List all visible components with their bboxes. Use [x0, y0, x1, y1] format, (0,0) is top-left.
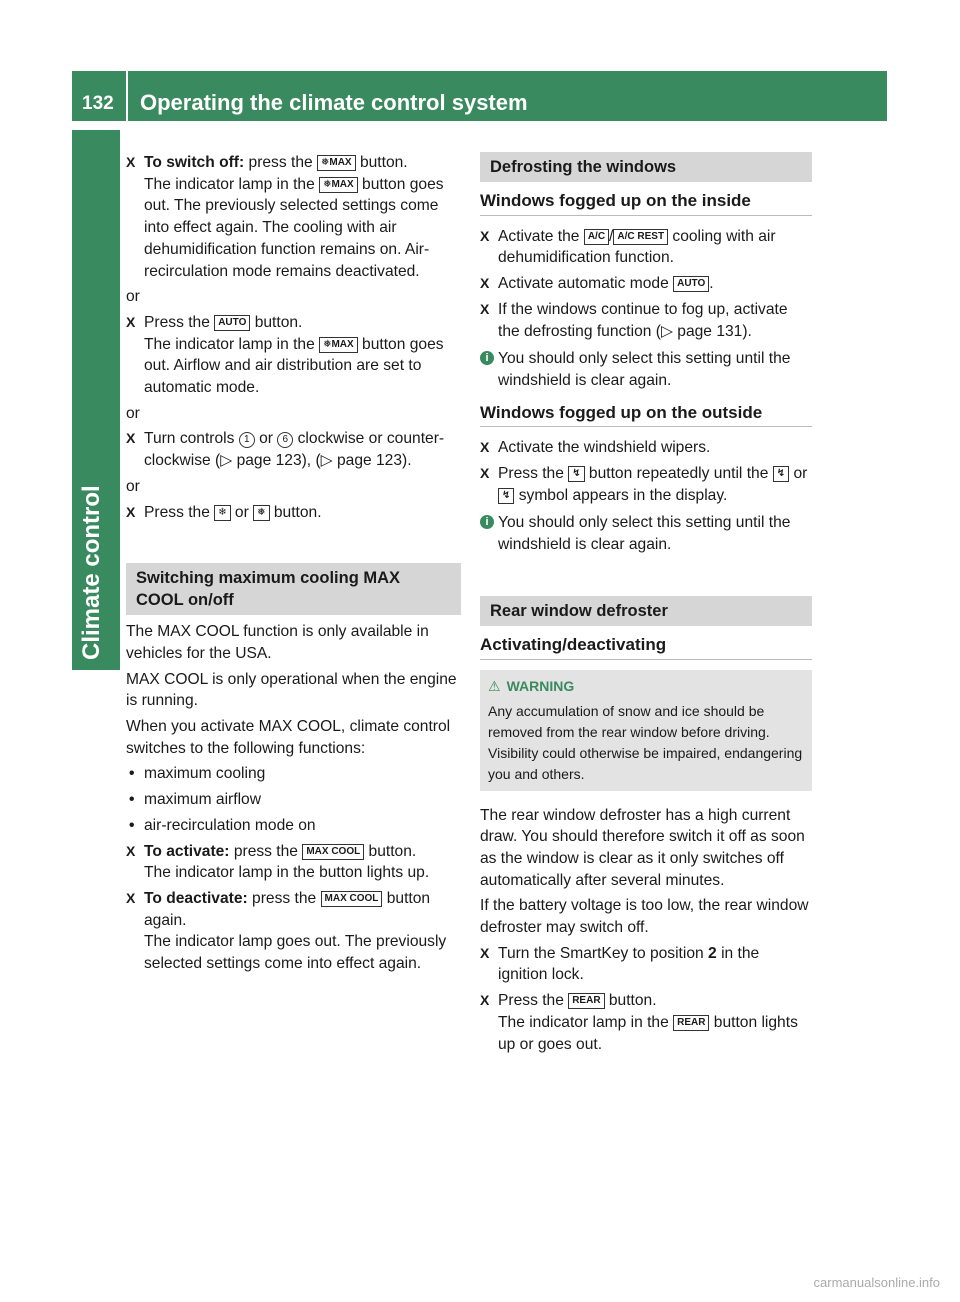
paragraph: The MAX COOL function is only available in vehicles for the USA.	[126, 623, 429, 662]
ac-icon: A/C	[584, 229, 609, 245]
max-cool-icon: MAX COOL	[302, 844, 364, 860]
list-item: • air-recirculation mode on	[129, 816, 316, 834]
paragraph: If the battery voltage is too low, the rear window defroster may switch off.	[480, 897, 809, 937]
page-header	[72, 71, 887, 121]
auto-icon: AUTO	[673, 276, 709, 292]
rear-defrost-icon: REAR	[568, 993, 604, 1009]
step-switch-off: X To switch off: press the ❅MAX button. The indicator lamp in the ❅MAX button goes out. The previously selected settings come into effect again. The cooling with air dehumidification function remains on. Air-recirculation mode remains deactivated.	[126, 154, 444, 280]
info-note: i You should only select this setting until the windshield is clear again.	[480, 512, 812, 555]
control-6-icon: 6	[277, 432, 293, 448]
activating-heading: Activating/deactivating	[480, 634, 812, 660]
warning-title: ⚠ WARNING	[488, 677, 575, 694]
step-turn-controls: X Turn controls 1 or 6 clockwise or counter-clockwise (▷ page 123), (▷ page 123).	[126, 430, 445, 470]
air-distribution-icon: ↯	[773, 466, 789, 482]
step-air-dist: X Press the ↯ button repeatedly until the ↯ or ↯ symbol appears in the display.	[480, 465, 808, 504]
fan-down-icon: ❅	[253, 505, 269, 521]
step-marker-icon: X	[126, 889, 136, 906]
page-title: Operating the climate control system	[140, 90, 528, 115]
step-activate-ac: X Activate the A/C / A/C REST cooling with air dehumidification function.	[480, 227, 776, 267]
step-marker-icon: X	[126, 430, 136, 447]
step-deactivate: X To deactivate: press the MAX COOL button again. The indicator lamp goes out. The previously selected settings come into effect again.	[126, 889, 447, 973]
step-marker-icon: X	[126, 503, 136, 520]
step-press-fan: X Press the ❄ or ❅ button.	[126, 502, 461, 524]
max-defrost-icon: ❅MAX	[319, 337, 358, 353]
step-wipers: X Activate the windshield wipers.	[480, 437, 812, 459]
max-defrost-icon: ❅MAX	[319, 177, 358, 193]
step-marker-icon: X	[126, 313, 136, 330]
info-note: i You should only select this setting until the windshield is clear again.	[480, 348, 812, 391]
step-marker-icon: X	[480, 465, 490, 482]
control-1-icon: 1	[239, 432, 255, 448]
outside-heading: Windows fogged up on the outside	[480, 402, 812, 428]
warning-box	[480, 670, 812, 791]
fan-up-icon: ❄	[214, 505, 230, 521]
right-column	[480, 152, 812, 1059]
step-marker-icon: X	[126, 842, 136, 859]
step-marker-icon: X	[480, 439, 490, 456]
warning-text: Any accumulation of snow and ice should be removed from the rear window before driving. Visibility could otherwise be impaired, endangering you and others.	[488, 702, 803, 782]
max-cool-icon: MAX COOL	[321, 891, 383, 907]
page-number: 132	[82, 93, 114, 114]
step-marker-icon: X	[480, 275, 490, 292]
info-icon: i	[480, 515, 494, 529]
footer-watermark: carmanualsonline.info	[813, 1275, 940, 1290]
defrost-heading: Defrosting the windows	[480, 152, 812, 182]
step-rear-defrost: X Press the REAR button. The indicator lamp in the REAR button lights up or goes out.	[480, 992, 798, 1053]
list-item: • maximum cooling	[129, 765, 266, 783]
step-defrost: X If the windows continue to fog up, activate the defrosting function (▷ page 131).	[480, 300, 788, 340]
inside-heading: Windows fogged up on the inside	[480, 190, 812, 216]
side-tab	[72, 130, 120, 670]
left-column	[126, 152, 461, 979]
step-activate-auto: X Activate automatic mode AUTO .	[480, 273, 812, 295]
list-item: • maximum airflow	[129, 791, 261, 809]
paragraph: MAX COOL is only operational when the engine is running.	[126, 670, 457, 710]
warning-icon: ⚠	[488, 677, 501, 694]
ac-rest-icon: A/C REST	[613, 229, 668, 245]
step-marker-icon: X	[480, 227, 490, 244]
paragraph: When you activate MAX COOL, climate control switches to the following functions:	[126, 718, 451, 757]
air-distribution-icon: ↯	[498, 488, 514, 504]
maxcool-heading: Switching maximum cooling MAX COOL on/off	[126, 563, 461, 615]
step-marker-icon: X	[480, 992, 490, 1009]
side-tab-label: Climate control	[78, 485, 105, 660]
rear-heading: Rear window defroster	[480, 596, 812, 626]
or-text: or	[126, 477, 140, 495]
or-text: or	[126, 404, 140, 422]
auto-icon: AUTO	[214, 315, 250, 331]
step-activate: X To activate: press the MAX COOL button. The indicator lamp in the button lights up.	[126, 842, 430, 882]
header-divider	[126, 71, 128, 121]
info-icon: i	[480, 351, 494, 365]
step-smartkey: X Turn the SmartKey to position 2 in the ignition lock.	[480, 944, 760, 984]
or-text: or	[126, 288, 140, 306]
step-marker-icon: X	[126, 154, 136, 170]
rear-defrost-icon: REAR	[673, 1015, 709, 1031]
max-defrost-icon: ❅MAX	[317, 155, 356, 171]
paragraph: The rear window defroster has a high current draw. You should therefore switch it off as soon as the window is clear as it only switches off automatically after several minutes.	[480, 806, 805, 889]
step-marker-icon: X	[480, 300, 490, 317]
step-press-auto: X Press the AUTO button. The indicator lamp in the ❅MAX button goes out. Airflow and air distribution are set to automatic mode.	[126, 313, 444, 397]
air-distribution-icon: ↯	[568, 466, 584, 482]
step-marker-icon: X	[480, 944, 490, 961]
